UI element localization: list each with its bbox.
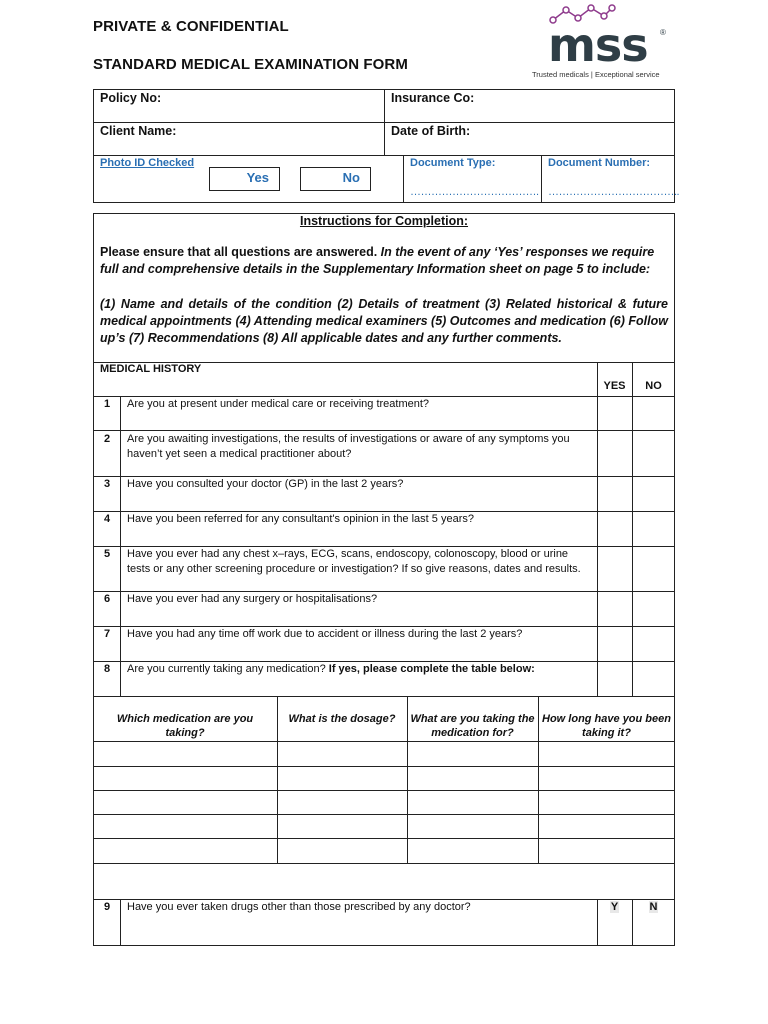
question-text: Have you had any time off work due to accident or illness during the last 2 years? [127,628,523,640]
divider [93,430,675,431]
question-number: 6 [103,593,111,605]
reason-cell[interactable] [408,791,537,813]
instructions-paragraph-2: (1) Name and details of the condition (2) Details of treatment (3) Related historical & future medical appointments (4) Attending medical examiners (5) Outcomes and medication (6) Follow up’s (7) Recommendations (8) All applicable dates and any further comments. [100,297,668,345]
q3-yes-cell[interactable] [598,477,631,510]
q8-yes-cell[interactable] [598,662,631,695]
dosage-cell[interactable] [278,767,406,789]
question-text: Are you at present under medical care or receiving treatment? [127,398,430,410]
question-text-bold: If yes, please complete the table below: [328,663,535,675]
yes-column-header: YES [603,380,626,392]
medication-name-header: Which medication are you taking? [116,713,254,739]
client-name-label[interactable]: Client Name: [100,124,177,138]
instructions-title: Instructions for Completion: [299,214,469,228]
dosage-cell[interactable] [278,742,406,765]
document-number-label: Document Number: [548,157,651,169]
divider [120,396,121,696]
question-number: 1 [103,398,111,410]
photo-id-yes-box[interactable]: Yes [209,167,280,191]
q1-yes-cell[interactable] [598,397,631,429]
logo-text: mss [548,18,648,72]
q4-no-cell[interactable] [633,512,674,545]
document-type-field[interactable]: ………………………………. [410,186,539,198]
question-number: 8 [103,663,111,675]
duration-cell[interactable] [539,791,674,813]
q5-yes-cell[interactable] [598,547,631,590]
medication-cell[interactable] [94,742,276,765]
duration-cell[interactable] [539,839,674,862]
document-type-label: Document Type: [410,157,496,169]
divider [120,899,121,946]
duration-cell[interactable] [539,767,674,789]
q2-yes-cell[interactable] [598,431,631,475]
q9-no-cell[interactable] [632,901,675,913]
policy-no-label[interactable]: Policy No: [100,91,162,105]
reason-cell[interactable] [408,839,537,862]
q7-no-cell[interactable] [633,627,674,660]
q4-yes-cell[interactable] [598,512,631,545]
document-number-field[interactable]: ……………………………….. [548,186,680,198]
dosage-cell[interactable] [278,791,406,813]
medication-cell[interactable] [94,815,276,837]
form-title: STANDARD MEDICAL EXAMINATION FORM [93,56,408,73]
divider [93,155,675,156]
question-text: Are you awaiting investigations, the results of investigations or aware of any symptoms you haven’t yet seen a medical practitioner about? [127,433,570,460]
medication-cell[interactable] [94,839,276,862]
question-text-part: Are you currently taking any medication? [127,663,329,675]
duration-cell[interactable] [539,815,674,837]
reason-cell[interactable] [408,767,537,789]
question-number: 4 [103,513,111,525]
q7-yes-cell[interactable] [598,627,631,660]
question-number: 5 [103,548,111,560]
logo-registered: ® [660,28,666,37]
divider [384,89,385,155]
instructions-text: Please ensure that all questions are answered. [100,245,381,259]
q2-no-cell[interactable] [633,431,674,475]
insurance-co-label[interactable]: Insurance Co: [391,91,475,105]
dosage-header: What is the dosage? [288,713,396,725]
q5-no-cell[interactable] [633,547,674,590]
medication-reason-header: What are you taking the medication for? [410,713,535,739]
medication-cell[interactable] [94,791,276,813]
instructions-paragraph-1 [100,244,668,278]
dosage-cell[interactable] [278,839,406,862]
duration-cell[interactable] [539,742,674,765]
q9-yes-label: Y [610,901,619,913]
instructions-italic-text: In the event of any ‘Yes’ responses we require full and comprehensive details in the Supplementary Information sheet on page 5 to include: [100,245,655,276]
photo-id-checked-label: Photo ID Checked [100,157,195,169]
divider [93,696,675,697]
question-text: Have you ever taken drugs other than those prescribed by any doctor? [127,901,471,913]
question-text: Have you been referred for any consultant's opinion in the last 5 years? [127,513,474,525]
question-number: 2 [103,433,111,445]
mss-logo [530,4,680,84]
medication-cell[interactable] [94,767,276,789]
logo-tagline: Trusted medicals | Exceptional service [532,70,660,79]
reason-cell[interactable] [408,742,537,765]
confidential-title: PRIVATE & CONFIDENTIAL [93,18,289,35]
no-column-header: NO [645,380,662,392]
photo-id-no-box[interactable]: No [300,167,371,191]
duration-header: How long have you been taking it? [542,713,671,739]
q6-no-cell[interactable] [633,592,674,625]
medical-history-heading: MEDICAL HISTORY [100,363,202,375]
divider [403,155,404,203]
divider [93,863,675,864]
reason-cell[interactable] [408,815,537,837]
dosage-cell[interactable] [278,815,406,837]
question-number: 7 [103,628,111,640]
question-number: 9 [103,901,111,913]
q6-yes-cell[interactable] [598,592,631,625]
divider [541,155,542,203]
question-number: 3 [103,478,111,490]
question-text: Have you ever had any chest x–rays, ECG, scans, endoscopy, colonoscopy, blood or urine tests or any other screening procedure or investigation? If so give reasons, dates and results. [127,548,581,575]
question-text [127,662,589,677]
question-text: Have you ever had any surgery or hospitalisations? [127,593,378,605]
q1-no-cell[interactable] [633,397,674,429]
date-of-birth-label[interactable]: Date of Birth: [391,124,471,138]
q3-no-cell[interactable] [633,477,674,510]
q9-no-label: N [649,901,658,913]
q9-yes-cell[interactable] [597,901,632,913]
question-text: Have you consulted your doctor (GP) in the last 2 years? [127,478,404,490]
q8-no-cell[interactable] [633,662,674,695]
